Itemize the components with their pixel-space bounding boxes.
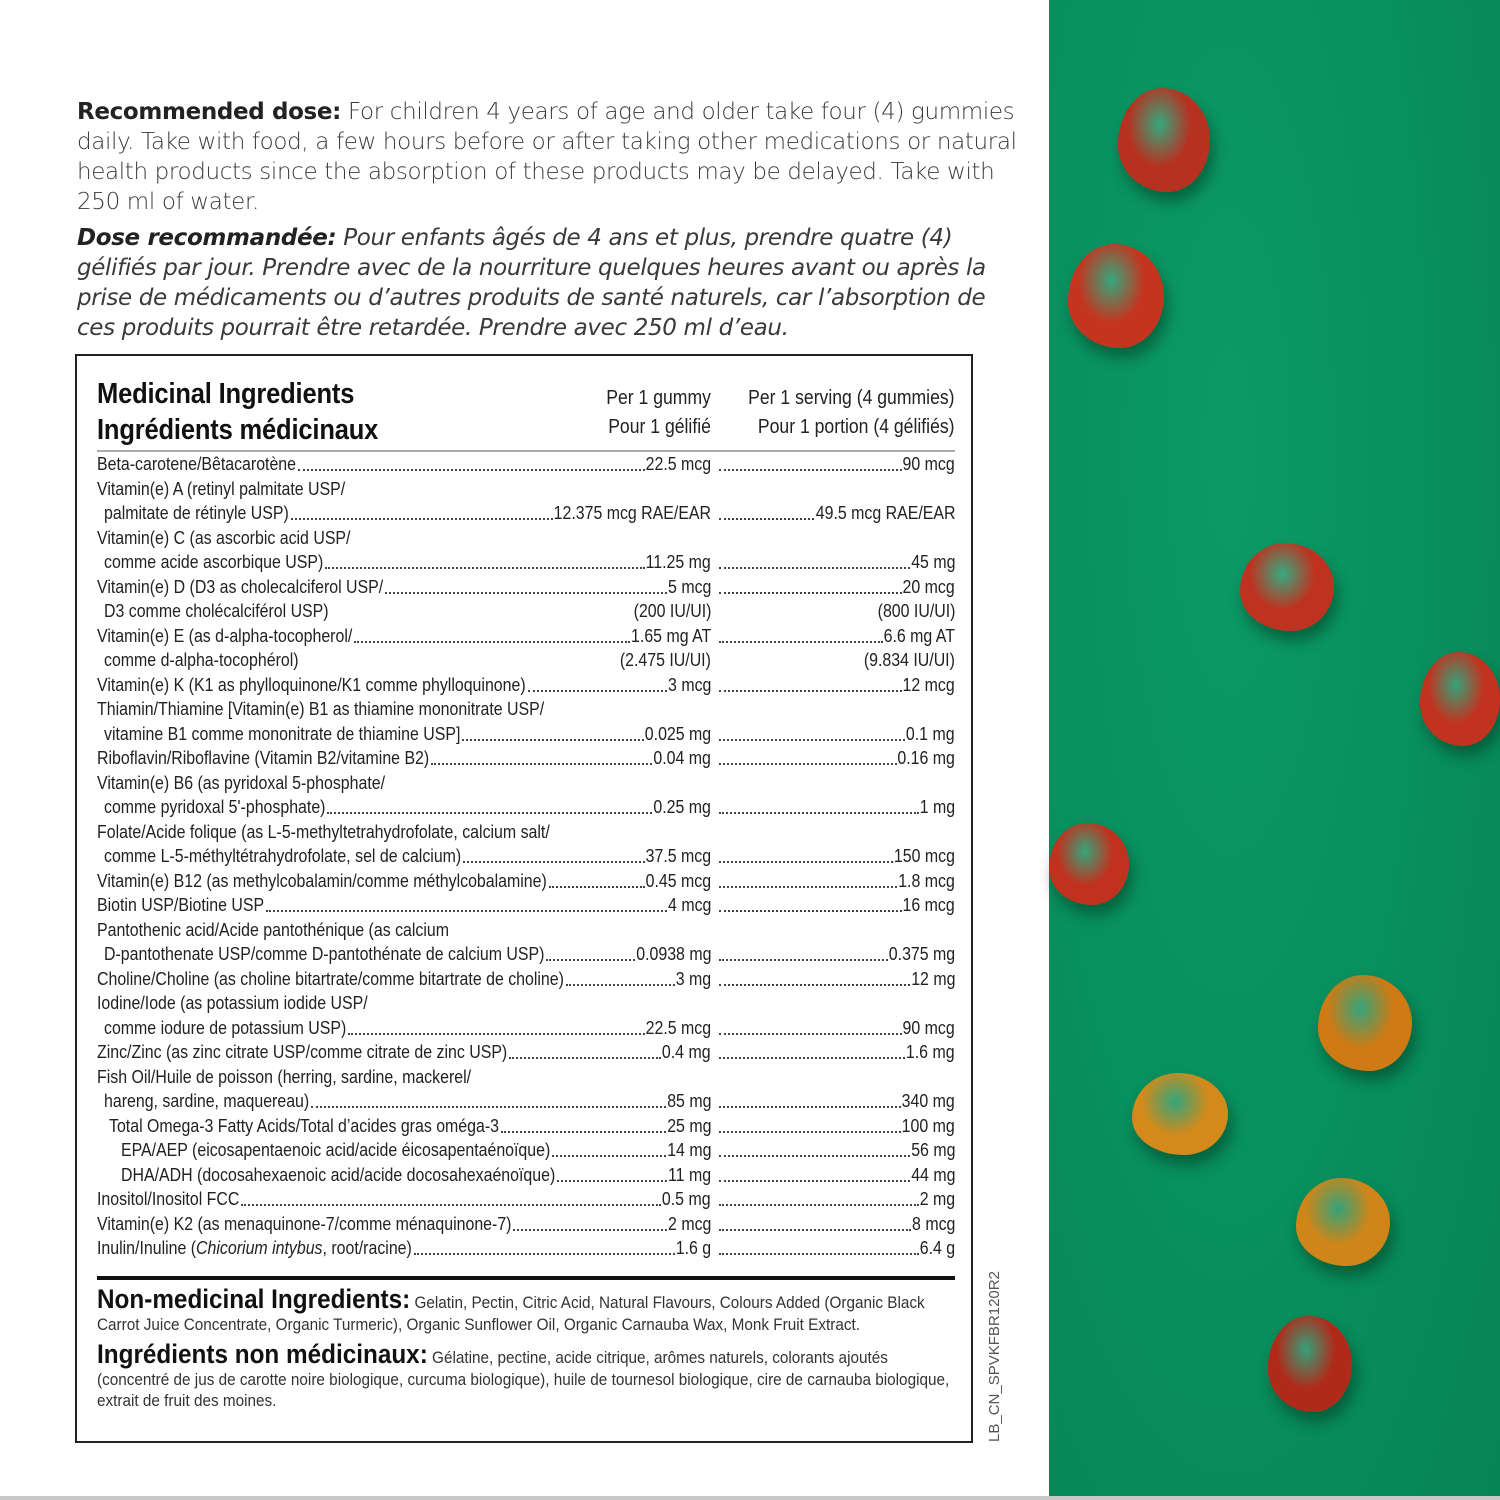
label-code-text: LB_CN_SPVKFBR120R2 [986,1271,1003,1442]
leader-dots [463,861,644,863]
leader-dots [528,690,667,692]
ingredient-row [97,1065,955,1114]
table-title-english: Medicinal Ingredients [97,378,355,410]
ingredient-name: Vitamin(e) A (retinyl palmitate USP/ [97,477,346,499]
ingredient-name: Folate/Acide folique (as L-5-methyltetrahydrofolate, calcium salt/ [97,820,550,842]
bottom-border [0,1496,1500,1500]
dose-instructions [77,97,1017,349]
ingredient-name: DHA/ADH (docosahexaenoic acid/acide docosahexaénoïque) [121,1163,556,1185]
ingredient-row [97,673,955,698]
leader-dots [513,1229,666,1231]
ingredient-name: vitamine B1 comme mononitrate de thiamine USP] [104,722,461,744]
amount-per-gummy: 11 mg [667,1163,711,1185]
ingredient-row [97,477,955,526]
leader-dots [298,469,645,471]
gummy-candy [1132,1073,1228,1155]
ingredient-row [97,893,955,918]
amount-per-serving: 44 mg [910,1163,955,1185]
amount-per-serving: 6.4 g [919,1237,955,1258]
table-title [97,376,378,448]
amount-per-gummy-iu: (200 IU/UI) [633,600,711,621]
ingredient-row [97,771,955,820]
ingredient-line [97,722,955,747]
ingredient-line [97,526,955,551]
amount-per-serving: 1.8 mcg [898,869,955,891]
amount-per-serving: 16 mcg [902,894,955,915]
amount-per-serving: 90 mcg [902,453,955,474]
ingredient-line [97,942,955,967]
ingredient-line [97,697,955,722]
dose-english-label: Recommended dose: [77,99,341,125]
non-medicinal-ingredients [97,1284,955,1415]
amount-per-gummy: 22.5 mcg [645,453,711,474]
dose-french-text: Pour enfants âgés de 4 ans et plus, prendre quatre (4) gélifiés par jour. Prendre avec de la nourriture quelques heures avant ou après la prise de médicaments ou d’autres produits de santé naturels, car l’absorption de ces produits pourrait être retardée. Prendre avec 250 ml d’eau. [77,225,986,341]
ingredient-row [97,869,955,894]
ingredient-line [97,550,955,575]
ingredient-line [97,648,955,673]
amount-per-gummy: 22.5 mcg [645,1016,711,1038]
amount-per-serving: 2 mg [919,1188,955,1209]
amount-per-gummy: 0.025 mg [644,722,711,744]
amount-per-gummy: 0.45 mcg [645,869,711,891]
ingredient-row [97,575,955,624]
leader-dots [719,592,902,594]
leader-dots [549,886,645,888]
amount-per-serving: 150 mcg [893,845,955,866]
ingredient-row [97,1040,955,1065]
non-medicinal-english [97,1284,954,1335]
ingredient-row [97,918,955,967]
ingredient-name: Iodine/Iode (as potassium iodide USP/ [97,992,368,1013]
ingredient-name: comme acide ascorbique USP) [104,551,324,572]
ingredient-row [97,820,955,869]
ingredient-row [97,1138,955,1163]
amount-per-serving: 49.5 mcg RAE/EAR [815,502,955,523]
ingredient-line [97,1212,955,1237]
ingredient-row [97,1212,955,1237]
ingredient-line [97,771,955,796]
amount-per-gummy: 3 mcg [667,673,711,695]
leader-dots [241,1204,661,1206]
ingredient-name: Vitamin(e) K (K1 as phylloquinone/K1 comme phylloquinone) [97,673,526,695]
ingredient-name: comme L-5-méthyltétrahydrofolate, sel de calcium) [104,845,462,866]
leader-dots [719,1033,902,1035]
gummy-candy [1296,1178,1390,1266]
ingredient-line [97,452,955,477]
ingredient-name: Zinc/Zinc (as zinc citrate USP/comme citrate de zinc USP) [97,1041,508,1062]
ingredient-line [97,501,955,526]
leader-dots [719,1180,910,1182]
leader-dots [719,1229,911,1231]
amount-per-serving: 45 mg [910,551,955,572]
medicinal-ingredients-table [75,354,973,1443]
leader-dots [348,1033,644,1035]
column-header-per-gummy [606,384,711,442]
ingredient-name: Riboflavin/Riboflavine (Vitamin B2/vitamine B2) [97,747,430,768]
leader-dots [291,518,553,520]
leader-dots [719,1131,901,1133]
amount-per-gummy: 3 mg [675,967,711,989]
ingredient-line [97,918,955,943]
ingredient-line [97,844,955,869]
amount-per-gummy: 1.6 g [675,1237,711,1258]
amount-per-serving: 340 mg [901,1090,955,1111]
ingredient-line [97,1040,955,1065]
leader-dots [719,739,905,741]
ingredient-name: Vitamin(e) B12 (as methylcobalamin/comme méthylcobalamine) [97,869,547,891]
ingredient-line [97,1187,955,1212]
amount-per-serving: 6.6 mg AT [883,624,955,646]
gummy-candy [1068,244,1164,348]
ingredient-line [97,820,955,845]
leader-dots [327,812,652,814]
amount-per-gummy: 5 mcg [667,575,711,597]
ingredient-name: Thiamin/Thiamine [Vitamin(e) B1 as thiamine mononitrate USP/ [97,698,545,719]
non-medicinal-french-label: Ingrédients non médicinaux: [97,1339,428,1369]
leader-dots [325,567,645,569]
ingredient-line [97,967,955,992]
amount-per-gummy: 0.04 mg [653,747,711,768]
amount-per-serving: 20 mcg [902,575,955,597]
ingredient-line [97,673,955,698]
leader-dots [719,1204,919,1206]
ingredient-line [97,599,955,624]
ingredient-name: Vitamin(e) C (as ascorbic acid USP/ [97,526,351,548]
ingredient-line [97,746,955,771]
leader-dots [566,984,675,986]
leader-dots [719,1057,905,1059]
ingredient-name: Fish Oil/Huile de poisson (herring, sardine, mackerel/ [97,1065,472,1087]
amount-per-serving: 8 mcg [911,1212,955,1234]
ingredient-name: Beta-carotene/Bêtacarotène [97,453,297,474]
ingredient-name: comme d-alpha-tocophérol) [104,649,299,670]
amount-per-serving: 0.16 mg [897,747,955,768]
amount-per-serving: 1 mg [919,796,955,817]
column-header-per-gummy-english: Per 1 gummy [606,387,711,409]
amount-per-serving: 100 mg [901,1114,955,1136]
ingredient-name: D3 comme cholécalciférol USP) [104,600,329,621]
ingredient-name: comme pyridoxal 5'-phosphate) [104,796,326,817]
ingredient-name: Vitamin(e) B6 (as pyridoxal 5-phosphate/ [97,771,386,793]
amount-per-gummy: 0.4 mg [662,1041,711,1062]
non-medicinal-french-text: Gélatine, pectine, acide citrique, arômes naturels, colorants ajoutés (concentré de jus de carotte noire biologique, curcuma biologique), huile de tournesol biologique, cire de carnauba biologique, extrait de fruit des moines. [97,1348,950,1410]
leader-dots [719,690,902,692]
amount-per-gummy: 0.5 mg [662,1188,711,1209]
leader-dots [719,641,883,643]
leader-dots [719,1253,919,1255]
column-header-per-serving-french: Pour 1 portion (4 gélifiés) [758,416,955,438]
leader-dots [557,1180,667,1182]
gummy-candy [1118,88,1210,192]
leader-dots [719,984,910,986]
table-title-french: Ingrédients médicinaux [97,414,379,446]
ingredient-line [97,1163,955,1188]
leader-dots [719,567,910,569]
ingredient-name: Vitamin(e) E (as d-alpha-tocopherol/ [97,624,353,646]
leader-dots [719,763,897,765]
leader-dots [719,910,902,912]
ingredient-name: Inulin/Inuline (Chicorium intybus, root/racine) [97,1237,412,1258]
amount-per-gummy-iu: (2.475 IU/UI) [619,649,711,670]
table-bottom-rule [97,1276,955,1280]
leader-dots [719,812,919,814]
dose-english-text: For children 4 years of age and older take four (4) gummies daily. Take with food, a few hours before or after taking other medications or natural health products since the absorption of these products may be delayed. Take with 250 ml of water. [77,99,1017,215]
ingredient-name: EPA/AEP (eicosapentaenoic acid/acide éicosapentaénoïque) [121,1139,551,1160]
ingredient-name: comme iodure de potassium USP) [104,1016,347,1038]
ingredient-line [97,1236,955,1261]
ingredient-row [97,452,955,477]
ingredient-name: Vitamin(e) K2 (as menaquinone-7/comme ménaquinone-7) [97,1212,512,1234]
ingredient-line [97,991,955,1016]
column-header-per-serving-english: Per 1 serving (4 gummies) [748,387,955,409]
ingredient-row [97,697,955,746]
ingredient-row [97,624,955,673]
leader-dots [414,1253,675,1255]
leader-dots [354,641,630,643]
ingredient-name: Pantothenic acid/Acide pantothénique (as calcium [97,918,450,940]
ingredient-row [97,991,955,1040]
ingredient-name: D-pantothenate USP/comme D-pantothénate de calcium USP) [104,943,545,964]
label-code [983,1270,1003,1445]
amount-per-gummy: 11.25 mg [645,551,711,572]
table-header [97,376,955,452]
leader-dots [719,886,897,888]
ingredient-line [97,1138,955,1163]
amount-per-gummy: 0.25 mg [653,796,711,817]
amount-per-serving: 56 mg [910,1139,955,1160]
ingredient-name: Vitamin(e) D (D3 as cholecalciferol USP/ [97,575,384,597]
ingredient-row [97,1114,955,1139]
ingredient-line [97,1089,955,1114]
leader-dots [546,959,634,961]
leader-dots [719,1106,901,1108]
botanical-name: Chicorium intybus [196,1237,323,1258]
ingredient-row [97,1236,955,1261]
leader-dots [431,763,652,765]
amount-per-serving: 1.6 mg [906,1041,955,1062]
amount-per-serving: 90 mcg [902,1016,955,1038]
amount-per-serving: 12 mg [910,967,955,989]
amount-per-gummy: 2 mcg [667,1212,711,1234]
amount-per-gummy: 4 mcg [667,894,711,915]
ingredient-name: Inositol/Inositol FCC [97,1188,240,1209]
ingredient-line [97,869,955,894]
leader-dots [719,1155,910,1157]
amount-per-gummy: 85 mg [666,1090,711,1111]
ingredient-row [97,967,955,992]
amount-per-serving: 12 mcg [902,673,955,695]
leader-dots [462,739,643,741]
leader-dots [501,1131,666,1133]
amount-per-gummy: 25 mg [666,1114,711,1136]
gummy-candy [1240,543,1334,631]
ingredient-line [97,624,955,649]
dose-french-label: Dose recommandée: [77,225,337,251]
non-medicinal-french [97,1339,954,1411]
amount-per-serving: 0.375 mg [888,943,955,964]
ingredient-row [97,1163,955,1188]
ingredient-line [97,1016,955,1041]
amount-per-gummy: 1.65 mg AT [630,624,711,646]
leader-dots [552,1155,665,1157]
ingredient-name: hareng, sardine, maquereau) [104,1090,310,1111]
ingredient-row [97,746,955,771]
amount-per-serving: 0.1 mg [906,722,955,744]
ingredient-name: Total Omega-3 Fatty Acids/Total d’acides gras oméga-3 [109,1114,499,1136]
gummy-candy [1268,1316,1352,1412]
leader-dots [719,469,902,471]
ingredient-name: Choline/Choline (as choline bitartrate/comme bitartrate de choline) [97,967,564,989]
amount-per-gummy: 0.0938 mg [635,943,711,964]
amount-per-gummy: 37.5 mcg [645,845,711,866]
amount-per-gummy: 12.375 mcg RAE/EAR [553,502,711,523]
amount-per-serving-iu: (9.834 IU/UI) [863,649,955,670]
column-header-per-gummy-french: Pour 1 gélifié [608,416,711,438]
ingredient-line [97,575,955,600]
non-medicinal-english-label: Non-medicinal Ingredients: [97,1284,411,1314]
ingredient-name: palmitate de rétinyle USP) [104,502,289,523]
dose-english [77,97,1017,217]
column-header-per-serving [749,384,955,442]
leader-dots [266,910,667,912]
gummy-candy [1049,823,1129,905]
leader-dots [719,959,888,961]
leader-dots [311,1106,666,1108]
gummy-candy [1318,975,1412,1071]
leader-dots [509,1057,661,1059]
leader-dots [385,592,666,594]
ingredient-name: Biotin USP/Biotine USP [97,894,265,915]
ingredient-line [97,1114,955,1139]
ingredient-line [97,893,955,918]
ingredient-line [97,795,955,820]
ingredient-rows [97,452,955,1261]
ingredient-row [97,1187,955,1212]
gummy-candy [1420,652,1500,746]
gummies-photo [1049,0,1500,1500]
non-medicinal-english-text: Gelatin, Pectin, Citric Acid, Natural Flavours, Colours Added (Organic Black Carrot Juice Concentrate, Organic Turmeric), Organic Sunflower Oil, Organic Carnauba Wax, Monk Fruit Extract. [97,1293,925,1334]
leader-dots [719,861,893,863]
ingredient-line [97,477,955,502]
leader-dots [719,518,814,520]
amount-per-gummy: 14 mg [666,1139,711,1160]
dose-french [77,223,1017,343]
ingredient-row [97,526,955,575]
amount-per-serving-iu: (800 IU/UI) [877,600,955,621]
ingredient-line [97,1065,955,1090]
